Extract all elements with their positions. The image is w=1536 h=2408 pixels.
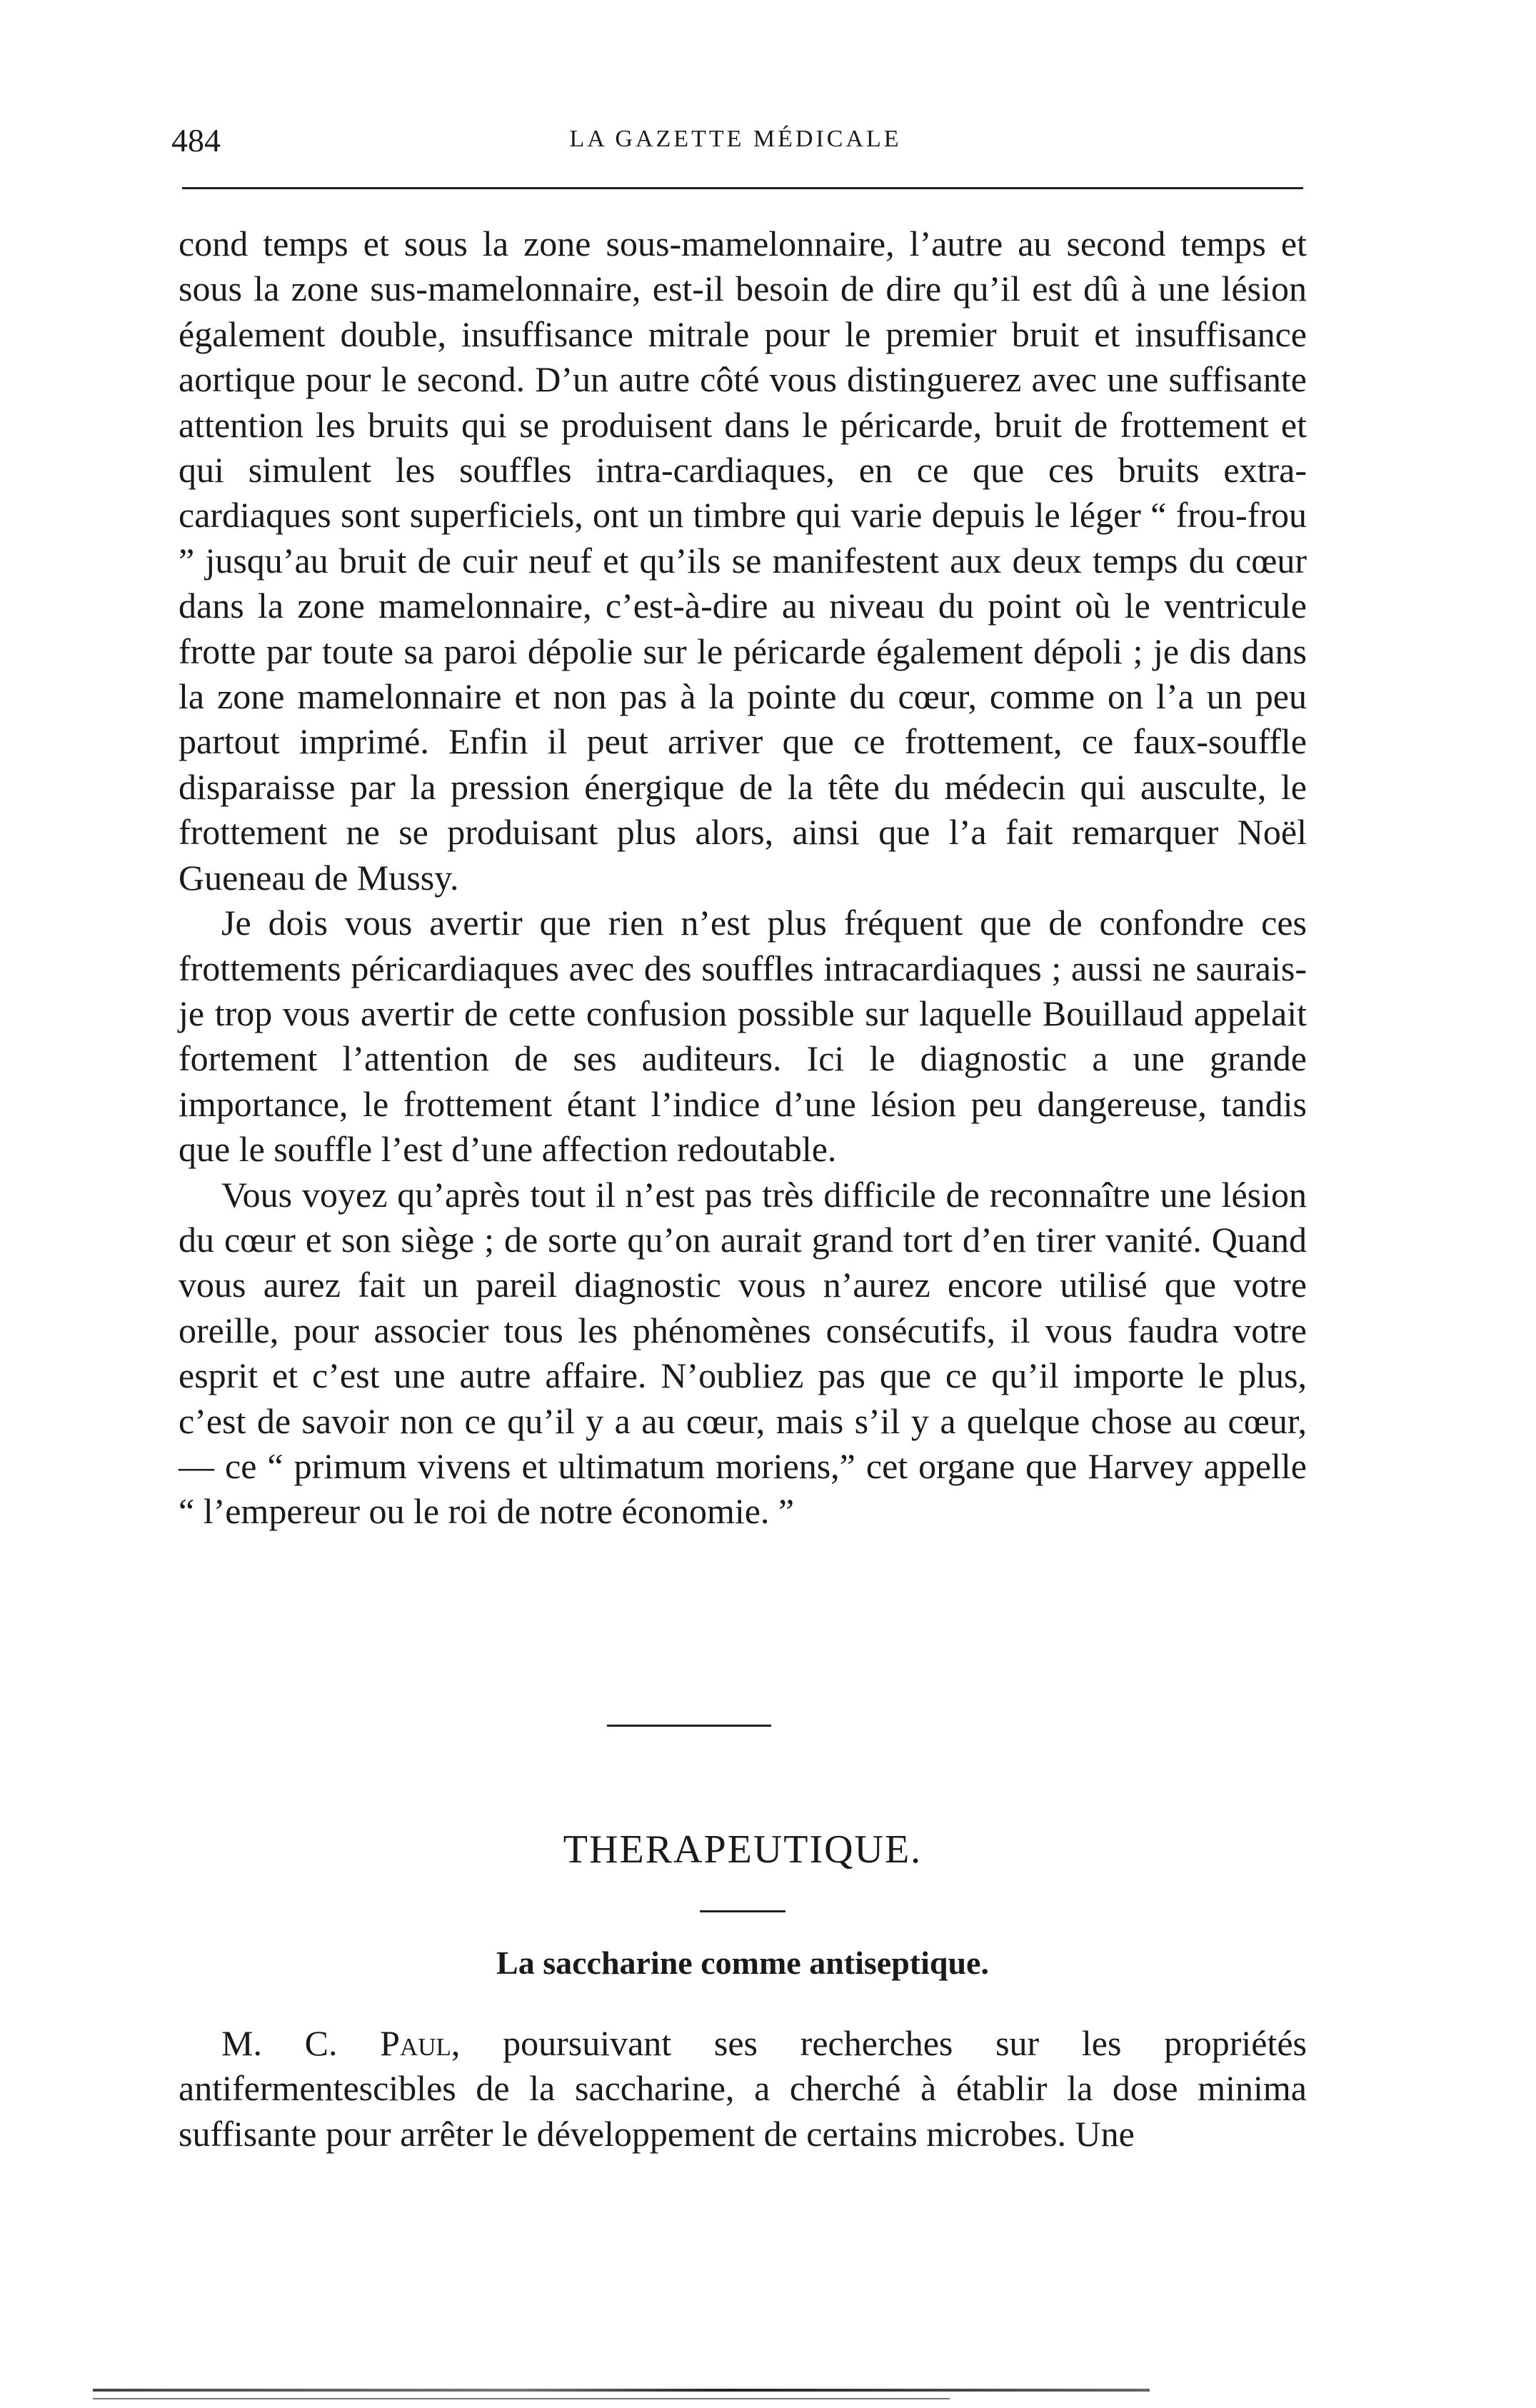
page-number: 484 [171, 122, 221, 159]
article-title: La saccharine comme antiseptique. [496, 1945, 989, 1981]
article-body [179, 2021, 1307, 2157]
main-text [179, 221, 1307, 1535]
footer-rule [93, 2389, 1150, 2392]
title-underline [700, 1910, 785, 1912]
paragraph-1: cond temps et sous la zone sous-mamelonnaire, l’autre au second temps et sous la zone sus-mamelonnaire, est-il besoin de dire qu’il est dû à une lésion également double, insuffisance mitrale pour le premier bruit et insuffisance aortique pour le second. D’un autre côté vous distinguerez avec une suffisante attention les bruits qui se produisent dans le péricarde, bruit de frottement et qui simulent les souffles intra-cardiaques, en ce que ces bruits extra-cardiaques sont superficiels, ont un timbre qui varie depuis le léger “ frou-frou ” jusqu’au bruit de cuir neuf et qu’ils se manifestent aux deux temps du cœur dans la zone mamelonnaire, c’est-à-dire au niveau du point où le ventricule frotte par toute sa paroi dépolie sur le péricarde également dépoli ; je dis dans la zone mamelonnaire et non pas à la pointe du cœur, comme on l’a un peu partout imprimé. Enfin il peut arriver que ce frottement, ce faux-souffle disparaisse par la pression énergique de la tête du médecin qui ausculte, le frottement ne se produisant plus alors, ainsi que l’a fait remarquer Noël Gueneau de Mussy. [179, 224, 1307, 898]
paragraph-3: Vous voyez qu’après tout il n’est pas très difficile de reconnaître une lésion du cœur et son siège ; de sorte qu’on aurait grand tort d’en tirer vanité. Quand vous aurez fait un pareil diagnostic vous n’aurez encore utilisé que votre oreille, pour associer tous les phénomènes consécutifs, il vous faudra votre esprit et c’est une autre affaire. N’oubliez pas que ce qu’il importe le plus, c’est de savoir non ce qu’il y a au cœur, mais s’il y a quelque chose au cœur, — ce “ primum vivens et ultimatum moriens,” cet organe que Harvey appelle “ l’empereur ou le roi de notre économie. ” [179, 1174, 1307, 1532]
article-author: M. C. Paul, [221, 2023, 461, 2063]
paragraph-2: Je dois vous avertir que rien n’est plus fréquent que de confondre ces frottements péricardiaques avec des souffles intracardiaques ; aussi ne saurais-je trop vous avertir de cette confusion possible sur laquelle Bouillaud appelait fortement l’attention de ses auditeurs. Ici le diagnostic a une grande importance, le frottement étant l’indice d’une lésion peu dangereuse, tandis que le souffle l’est d’une affection redoutable. [179, 903, 1307, 1170]
section-title: THERAPEUTIQUE. [563, 1827, 923, 1872]
running-head: LA GAZETTE MÉDICALE [569, 126, 902, 152]
article-paragraph [179, 2021, 1307, 2157]
page-header [171, 121, 1300, 164]
article-text: poursuivant ses recherches sur les propriétés antifermentescibles de la saccharine, a cherché à établir la dose minima suffisante pour arrêter le développement de certains microbes. Une [179, 2023, 1307, 2154]
footer-rule-thin [93, 2398, 950, 2399]
header-rule [182, 187, 1303, 189]
section-separator [607, 1725, 771, 1727]
